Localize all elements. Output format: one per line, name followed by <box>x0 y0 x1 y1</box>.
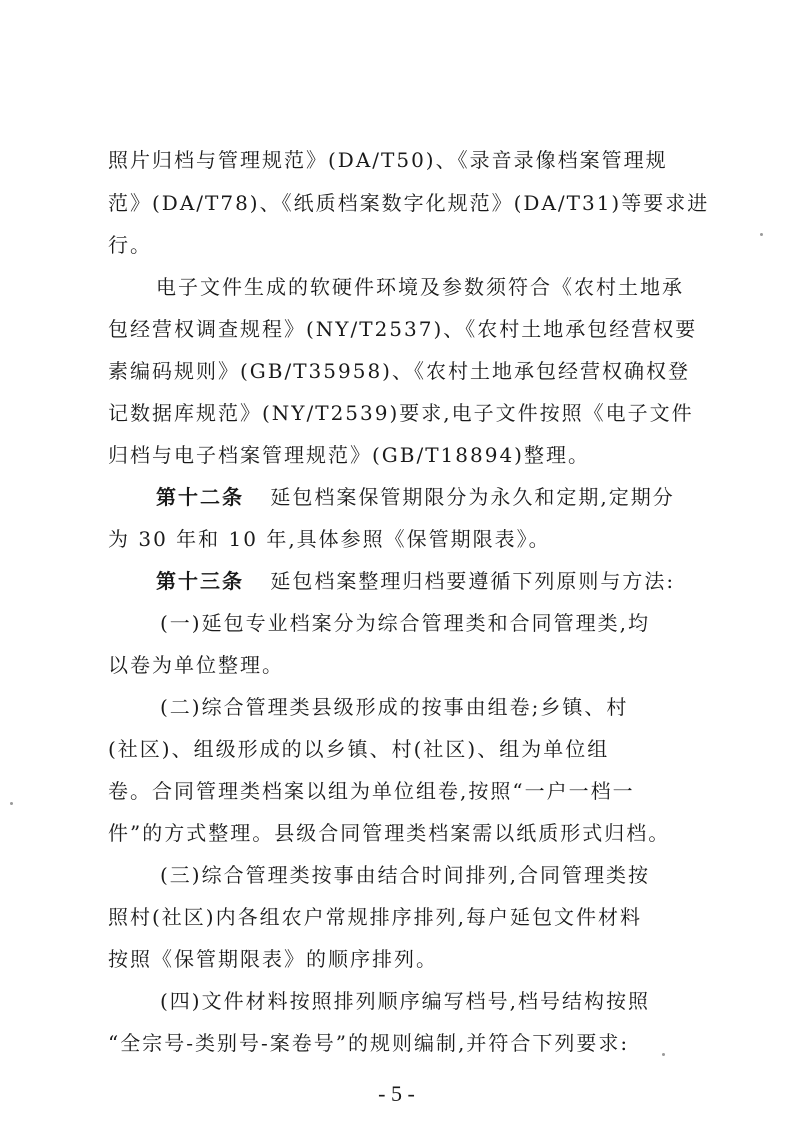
text-line-8: 归档与电子档案管理规范》(GB/T18894)整理。 <box>108 443 590 467</box>
text-line-16: 卷。合同管理类档案以组为单位组卷,按照“一户一档一 <box>108 779 635 803</box>
page-number: - 5 - <box>378 1081 415 1106</box>
scan-speck <box>10 802 13 805</box>
text-line-19: 照村(社区)内各组农户常规排序排列,每户延包文件材料 <box>108 905 642 929</box>
text-line-13: 以卷为单位整理。 <box>108 653 284 677</box>
scan-speck <box>662 1053 665 1056</box>
text-line-5: 包经营权调查规程》(NY/T2537)、《农村土地承包经营权要 <box>108 317 698 341</box>
text-line-17: 件”的方式整理。县级合同管理类档案需以纸质形式归档。 <box>108 821 671 845</box>
text-line-2: 范》(DA/T78)、《纸质档案数字化规范》(DA/T31)等要求进 <box>108 191 710 215</box>
article-13-heading: 第十三条 <box>156 569 244 593</box>
text-line-7: 记数据库规范》(NY/T2539)要求,电子文件按照《电子文件 <box>108 401 694 425</box>
text-line-3: 行。 <box>108 233 152 257</box>
article-13-line <box>156 568 793 594</box>
text-line-6: 素编码规则》(GB/T35958)、《农村土地承包经营权确权登 <box>108 359 690 383</box>
text-line-22: “全宗号-类别号-案卷号”的规则编制,并符合下列要求: <box>108 1031 630 1055</box>
scan-speck <box>760 233 763 236</box>
text-line-12: (一)延包专业档案分为综合管理类和合同管理类,均 <box>160 611 650 635</box>
text-line-10: 为 30 年和 10 年,具体参照《保管期限表》。 <box>108 527 551 551</box>
article-12-line <box>156 484 793 510</box>
text-line-18: (三)综合管理类按事由结合时间排列,合同管理类按 <box>160 863 650 887</box>
article-13-text: 延包档案整理归档要遵循下列原则与方法: <box>270 569 676 593</box>
article-12-heading: 第十二条 <box>156 485 244 509</box>
article-12-text: 延包档案保管期限分为永久和定期,定期分 <box>270 485 675 509</box>
text-line-1: 照片归档与管理规范》(DA/T50)、《录音录像档案管理规 <box>108 148 668 172</box>
text-line-14: (二)综合管理类县级形成的按事由组卷;乡镇、村 <box>160 695 629 719</box>
text-line-15: (社区)、组级形成的以乡镇、村(社区)、组为单位组 <box>108 737 610 761</box>
text-line-4: 电子文件生成的软硬件环境及参数须符合《农村土地承 <box>156 275 684 299</box>
text-line-20: 按照《保管期限表》的顺序排列。 <box>108 947 438 971</box>
text-line-21: (四)文件材料按照排列顺序编写档号,档号结构按照 <box>160 989 650 1013</box>
